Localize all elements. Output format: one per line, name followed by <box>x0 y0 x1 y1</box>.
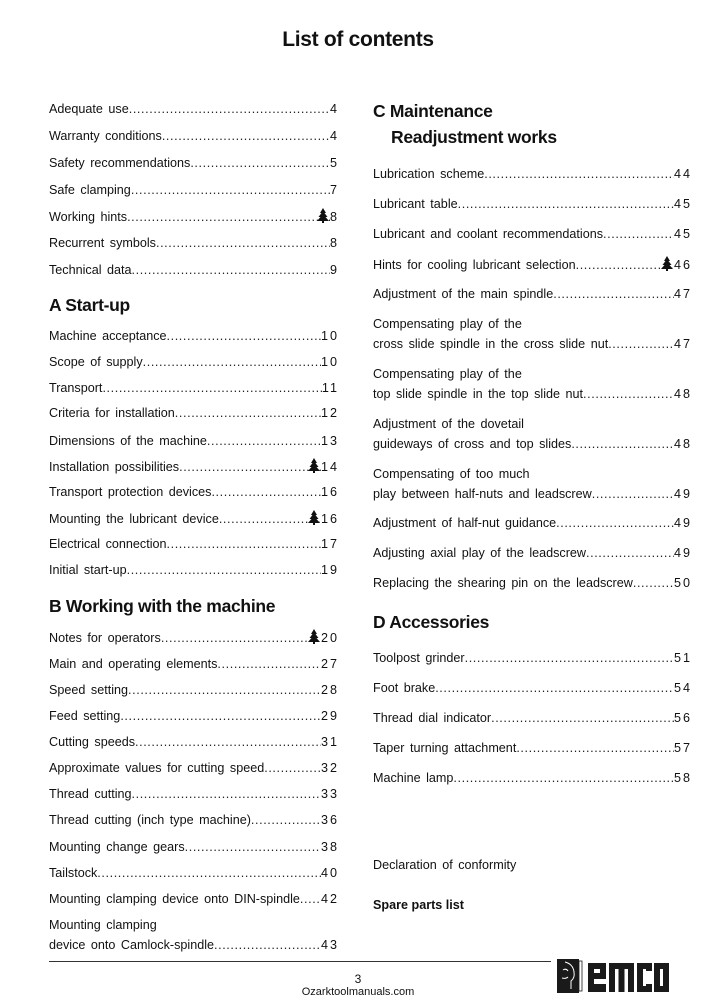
toc-entry[interactable] <box>49 706 337 726</box>
toc-entry-page: 51 <box>673 651 692 665</box>
dot-leader <box>553 284 674 304</box>
toc-entry-row <box>49 889 337 909</box>
toc-entry-page: 11 <box>321 381 339 395</box>
toc-entry[interactable] <box>49 153 337 173</box>
toc-entry-title: Lubricant and coolant recommendations <box>373 227 604 241</box>
dot-leader <box>131 180 330 200</box>
toc-entry-page: 8 <box>329 236 339 250</box>
dot-leader <box>185 837 321 857</box>
toc-entry[interactable] <box>49 534 337 554</box>
dot-leader <box>300 889 321 909</box>
toc-entry[interactable] <box>49 560 337 580</box>
toc-entry-page: 43 <box>320 938 339 952</box>
toc-entry-page: 27 <box>320 657 339 671</box>
dot-leader <box>167 534 321 554</box>
toc-entry-title: Transport <box>49 381 103 395</box>
toc-entry-title: Mounting change gears <box>49 840 185 854</box>
toc-entry-row <box>49 233 337 253</box>
toc-entry[interactable] <box>49 784 337 804</box>
dot-leader <box>556 513 674 533</box>
toc-entry-page: 47 <box>673 287 692 301</box>
toc-entry-page: 32 <box>320 761 339 775</box>
dot-leader <box>251 810 321 830</box>
tree-icon <box>661 256 673 271</box>
toc-entry-title-line1: Adjustment of the dovetail <box>373 417 524 431</box>
toc-entry-page: 48 <box>673 387 692 401</box>
toc-entry[interactable] <box>49 456 337 477</box>
toc-entry-page: 10 <box>320 355 339 369</box>
toc-entry-title: Criteria for installation <box>49 406 175 420</box>
dot-leader <box>491 708 674 728</box>
toc-entry-page: 49 <box>673 546 692 560</box>
logo-emblem <box>557 959 579 993</box>
toc-entry[interactable] <box>373 254 690 275</box>
toc-entry-title: Feed setting <box>49 709 121 723</box>
dot-leader <box>129 99 330 119</box>
toc-entry-page: 46 <box>673 258 692 272</box>
toc-entry[interactable] <box>49 99 337 119</box>
toc-entry-page: 29 <box>320 709 339 723</box>
toc-entry-row <box>49 784 337 804</box>
toc-entry[interactable] <box>49 180 337 200</box>
toc-entry[interactable] <box>373 543 690 563</box>
toc-entry-page: 9 <box>329 263 339 277</box>
toc-entry-page: 5 <box>329 156 339 170</box>
toc-entry-row <box>49 153 337 173</box>
toc-entry-title-line1: Compensating play of the <box>373 317 522 331</box>
toc-entry-title: Installation possibilities <box>49 460 180 474</box>
dot-leader <box>586 543 674 563</box>
toc-entry-row <box>49 403 337 423</box>
toc-entry-row <box>373 738 690 758</box>
toc-entry-page: 42 <box>320 892 339 906</box>
spare-parts-list: Spare parts list <box>373 898 464 912</box>
dot-leader <box>179 457 321 477</box>
toc-entry-row <box>373 164 690 184</box>
toc-entry-row <box>373 678 690 698</box>
dot-leader <box>516 738 674 758</box>
toc-entry-title: Working hints <box>49 210 128 224</box>
toc-entry-row <box>49 508 337 529</box>
toc-entry[interactable] <box>373 513 690 533</box>
toc-entry[interactable] <box>49 732 337 752</box>
section-d-heading: D Accessories <box>373 612 490 632</box>
tree-icon <box>308 458 320 473</box>
toc-entry-title: Tailstock <box>49 866 98 880</box>
toc-entry-page: 49 <box>673 516 692 530</box>
toc-entry-row <box>373 768 690 788</box>
dot-leader <box>465 648 674 668</box>
toc-entry-page: 19 <box>320 563 339 577</box>
toc-entry-page: 45 <box>673 197 692 211</box>
toc-entry[interactable] <box>373 708 690 728</box>
toc-entry-row <box>373 543 690 563</box>
toc-entry-page: 54 <box>673 681 692 695</box>
toc-entry[interactable] <box>49 758 337 778</box>
toc-entry-title: Technical data <box>49 263 132 277</box>
dot-leader <box>102 378 321 398</box>
toc-entry-title-line1: Compensating play of the <box>373 367 522 381</box>
toc-entry-title: Adjusting axial play of the leadscrew <box>373 546 587 560</box>
toc-entry-title: Adequate use <box>49 102 129 116</box>
toc-entry-row <box>49 206 337 227</box>
toc-entry-title-line1: Compensating of too much <box>373 467 530 481</box>
toc-entry-title: Thread dial indicator <box>373 711 492 725</box>
toc-entry-row <box>373 513 690 533</box>
toc-entry-page: 47 <box>673 337 692 351</box>
toc-entry[interactable] <box>373 738 690 758</box>
toc-entry[interactable] <box>49 352 337 372</box>
toc-entry-title: Speed setting <box>49 683 129 697</box>
toc-entry[interactable] <box>49 654 337 674</box>
dot-leader <box>264 758 321 778</box>
toc-entry-title: Machine acceptance <box>49 329 167 343</box>
toc-entry-row <box>49 863 337 883</box>
toc-entry[interactable] <box>373 364 690 404</box>
dot-leader <box>603 224 674 244</box>
dot-leader <box>435 678 674 698</box>
toc-entry-row <box>373 224 690 244</box>
toc-entry-row <box>49 758 337 778</box>
toc-entry[interactable] <box>373 464 690 504</box>
toc-entry-page: 4 <box>329 129 339 143</box>
logo-wordmark <box>588 963 669 992</box>
toc-entry-row <box>49 935 337 955</box>
toc-entry-title: device onto Camlock-spindle <box>49 938 215 952</box>
toc-entry[interactable] <box>373 224 690 244</box>
toc-entry-row <box>373 484 690 504</box>
toc-entry-title: guideways of cross and top slides <box>373 437 572 451</box>
dot-leader <box>161 628 321 648</box>
toc-entry[interactable] <box>49 810 337 830</box>
toc-entry-title: Initial start-up <box>49 563 127 577</box>
toc-entry-row <box>49 99 337 119</box>
toc-entry-title: Machine lamp <box>373 771 454 785</box>
toc-entry-row <box>373 434 690 454</box>
toc-entry-page: 31 <box>320 735 339 749</box>
toc-entry-page: 49 <box>673 487 692 501</box>
toc-entry-row <box>49 126 337 146</box>
toc-entry-title: Mounting clamping device onto DIN-spindle <box>49 892 300 906</box>
section-c-subheading: Readjustment works <box>391 127 557 147</box>
toc-entry-page: 28 <box>320 683 339 697</box>
tree-icon <box>308 510 320 525</box>
toc-entry-title: Transport protection devices <box>49 485 212 499</box>
toc-entry-title: Safe clamping <box>49 183 131 197</box>
toc-entry[interactable] <box>49 915 337 955</box>
dot-leader <box>211 482 321 502</box>
toc-entry-page: 7 <box>329 183 339 197</box>
toc-entry-title: Toolpost grinder <box>373 651 465 665</box>
toc-entry-title: Foot brake <box>373 681 436 695</box>
toc-entry[interactable] <box>49 126 337 146</box>
toc-entry-row <box>373 708 690 728</box>
toc-entry[interactable] <box>49 326 337 346</box>
toc-entry-row <box>49 482 337 502</box>
toc-entry-page: 48 <box>673 437 692 451</box>
dot-leader <box>128 680 321 700</box>
toc-entry-page: 36 <box>320 813 339 827</box>
toc-entry-title: play between half-nuts and leadscrew <box>373 487 592 501</box>
toc-entry[interactable] <box>49 680 337 700</box>
toc-entry-title: Adjustment of the main spindle <box>373 287 554 301</box>
toc-entry-page: 8 <box>329 210 339 224</box>
dot-leader <box>97 863 321 883</box>
toc-entry-title: Main and operating elements <box>49 657 218 671</box>
toc-entry-title: Warranty conditions <box>49 129 162 143</box>
toc-entry-row <box>373 384 690 404</box>
toc-entry[interactable] <box>373 648 690 668</box>
toc-entry[interactable] <box>49 508 337 529</box>
dot-leader <box>190 153 330 173</box>
toc-entry-row <box>49 627 337 648</box>
toc-entry-title: Lubricant table <box>373 197 458 211</box>
toc-entry-title: Hints for cooling lubricant selection <box>373 258 576 272</box>
toc-entry-row <box>49 706 337 726</box>
toc-entry[interactable] <box>49 233 337 253</box>
dot-leader <box>120 706 321 726</box>
toc-entry-row <box>373 194 690 214</box>
toc-entry-page: 16 <box>320 512 339 526</box>
toc-entry[interactable] <box>373 414 690 454</box>
page-title: List of contents <box>282 28 434 51</box>
section-a-heading: A Start-up <box>49 295 130 315</box>
toc-entry[interactable] <box>373 768 690 788</box>
toc-entry-title: cross slide spindle in the cross slide nut <box>373 337 609 351</box>
toc-entry-row <box>49 560 337 580</box>
dot-leader <box>132 260 330 280</box>
dot-leader <box>127 560 321 580</box>
toc-entry-title-line1: Mounting clamping <box>49 918 157 932</box>
toc-entry-row <box>49 810 337 830</box>
dot-leader <box>167 326 321 346</box>
dot-leader <box>583 384 674 404</box>
toc-entry-title: Taper turning attachment <box>373 741 517 755</box>
dot-leader <box>214 935 321 955</box>
toc-entry-row <box>49 352 337 372</box>
toc-entry-row <box>49 260 337 280</box>
toc-entry[interactable] <box>49 889 337 909</box>
toc-entry-page: 38 <box>320 840 339 854</box>
toc-entry-page: 13 <box>320 434 339 448</box>
dot-leader <box>453 768 674 788</box>
dot-leader <box>571 434 674 454</box>
site-url: Ozarktoolmanuals.com <box>301 986 415 998</box>
toc-entry[interactable] <box>49 863 337 883</box>
dot-leader <box>135 732 321 752</box>
toc-entry-page: 44 <box>673 167 692 181</box>
toc-entry-row <box>49 732 337 752</box>
dot-leader <box>127 207 330 227</box>
toc-entry-title: Cutting speeds <box>49 735 136 749</box>
toc-entry-row <box>49 456 337 477</box>
dot-leader <box>592 484 674 504</box>
toc-entry-title: Thread cutting <box>49 787 132 801</box>
toc-entry-page: 57 <box>673 741 692 755</box>
toc-entry-page: 45 <box>673 227 692 241</box>
toc-entry-title: Notes for operators <box>49 631 161 645</box>
toc-entry-page: 40 <box>320 866 339 880</box>
dot-leader <box>458 194 674 214</box>
toc-entry-title: Safety recommendations <box>49 156 191 170</box>
toc-entry[interactable] <box>49 206 337 227</box>
toc-entry[interactable] <box>49 431 337 451</box>
toc-entry[interactable] <box>373 164 690 184</box>
dot-leader <box>175 403 321 423</box>
page-number: 3 <box>354 972 362 986</box>
toc-entry-page: 33 <box>320 787 339 801</box>
toc-entry-title: Scope of supply <box>49 355 143 369</box>
toc-entry-row <box>373 284 690 304</box>
dot-leader <box>608 334 674 354</box>
dot-leader <box>633 573 674 593</box>
toc-entry-title: Dimensions of the machine <box>49 434 207 448</box>
toc-entry-page: 58 <box>673 771 692 785</box>
declaration-of-conformity: Declaration of conformity <box>373 858 517 872</box>
toc-entry-page: 17 <box>320 537 339 551</box>
toc-entry-title: Electrical connection <box>49 537 167 551</box>
dot-leader <box>207 431 321 451</box>
dot-leader <box>484 164 674 184</box>
toc-entry-row <box>49 534 337 554</box>
toc-entry-row <box>373 254 690 275</box>
toc-entry-page: 50 <box>673 576 692 590</box>
toc-entry-page: 14 <box>320 460 339 474</box>
toc-entry-row <box>373 334 690 354</box>
section-b-heading: B Working with the machine <box>49 596 276 616</box>
toc-entry-page: 10 <box>320 329 339 343</box>
tree-icon <box>317 208 329 223</box>
toc-entry-title: Replacing the shearing pin on the leadscrew <box>373 576 633 590</box>
dot-leader <box>576 255 674 275</box>
toc-entry-title: Thread cutting (inch type machine) <box>49 813 251 827</box>
footer-divider <box>49 961 551 962</box>
toc-entry-row <box>49 837 337 857</box>
toc-entry-page: 16 <box>320 485 339 499</box>
toc-entry-title: top slide spindle in the top slide nut <box>373 387 584 401</box>
toc-entry-title: Lubrication scheme <box>373 167 485 181</box>
toc-entry[interactable] <box>49 403 337 423</box>
toc-entry[interactable] <box>373 678 690 698</box>
toc-entry[interactable] <box>373 573 690 593</box>
toc-entry[interactable] <box>373 194 690 214</box>
toc-entry[interactable] <box>373 314 690 354</box>
dot-leader <box>132 784 321 804</box>
toc-entry-title: Adjustment of half-nut guidance <box>373 516 557 530</box>
toc-entry-page: 56 <box>673 711 692 725</box>
toc-entry-row <box>373 648 690 668</box>
toc-entry[interactable] <box>49 482 337 502</box>
toc-entry[interactable] <box>49 378 337 398</box>
toc-entry[interactable] <box>49 837 337 857</box>
toc-entry-row <box>49 378 337 398</box>
toc-entry[interactable] <box>373 284 690 304</box>
dot-leader <box>219 509 321 529</box>
section-c-heading: C Maintenance <box>373 101 493 121</box>
tree-icon <box>308 629 320 644</box>
toc-entry-row <box>49 680 337 700</box>
dot-leader <box>143 352 321 372</box>
toc-entry[interactable] <box>49 260 337 280</box>
toc-entry-title: Recurrent symbols <box>49 236 156 250</box>
toc-entry-row <box>49 431 337 451</box>
toc-entry-page: 12 <box>320 406 339 420</box>
toc-entry-row <box>49 180 337 200</box>
toc-entry-row <box>49 654 337 674</box>
toc-entry-row <box>373 573 690 593</box>
emco-logo <box>557 958 669 994</box>
toc-entry[interactable] <box>49 627 337 648</box>
toc-entry-title: Approximate values for cutting speed <box>49 761 265 775</box>
toc-entry-row <box>49 326 337 346</box>
toc-entry-title: Mounting the lubricant device <box>49 512 219 526</box>
toc-entry-page: 20 <box>320 631 339 645</box>
dot-leader <box>156 233 330 253</box>
dot-leader <box>217 654 321 674</box>
toc-entry-page: 4 <box>329 102 339 116</box>
dot-leader <box>162 126 330 146</box>
